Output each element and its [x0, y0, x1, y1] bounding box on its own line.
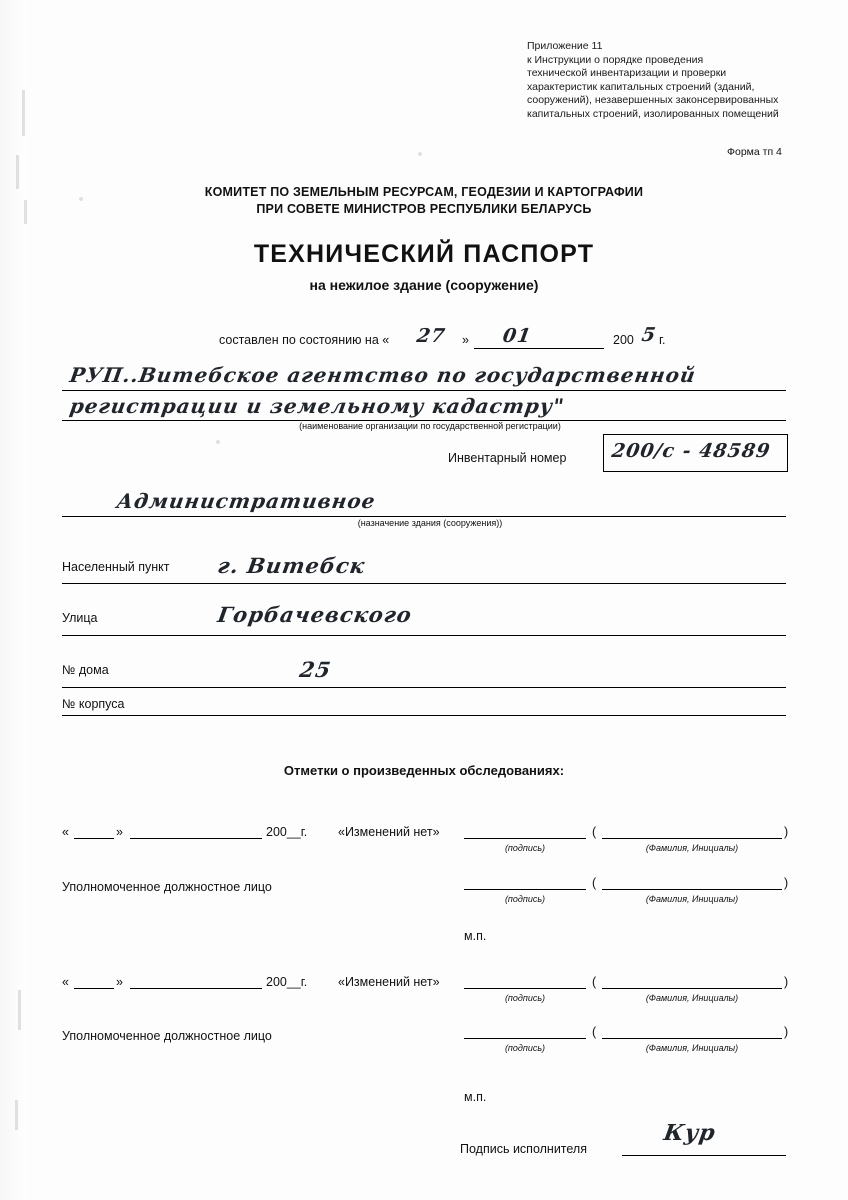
inspection-2-date-quote-close: »: [116, 975, 123, 989]
inspection-2-date-quote-open: «: [62, 975, 69, 989]
organization-line-2-value: регистрации и земельному кадастру": [68, 394, 567, 418]
scan-speck: [216, 440, 220, 444]
document-subtitle: на нежилое здание (сооружение): [309, 277, 539, 293]
executor-signature-rule: [622, 1155, 786, 1156]
inspection-2-official-name-caption: (Фамилия, Инициалы): [645, 1043, 739, 1053]
annex-note-line: Приложение 11: [527, 40, 603, 52]
committee-line: КОМИТЕТ ПО ЗЕМЕЛЬНЫМ РЕСУРСАМ, ГЕОДЕЗИИ И КАРТОГРАФИИ: [204, 185, 644, 199]
scan-speck: [15, 1100, 18, 1130]
purpose-rule: [62, 516, 786, 517]
compiled-label: составлен по состоянию на «: [219, 333, 390, 347]
compiled-month-value: 01: [501, 325, 534, 347]
field-value-street: Горбачевского: [216, 602, 414, 627]
inspection-2-paren-open: (: [592, 975, 597, 989]
inspection-1-date-quote-open: «: [62, 825, 69, 839]
inspection-1-official-paren-open: (: [592, 876, 597, 890]
annex-note-line: к Инструкции о порядке проведения: [527, 53, 704, 66]
inspection-1-paren-open: (: [592, 825, 597, 839]
inspection-2-signature-rule: [464, 988, 586, 989]
inspection-1-year-label: 200__г.: [266, 825, 308, 839]
inspection-2-paren-close: ): [784, 975, 789, 989]
inspection-2-signature-caption: (подпись): [504, 993, 546, 1003]
field-label-street: Улица: [62, 611, 98, 625]
purpose-value: Административное: [115, 489, 378, 513]
organization-caption: (наименование организации по государственной регистрации): [299, 421, 561, 431]
inspection-1-official-name-caption: (Фамилия, Инициалы): [645, 894, 739, 904]
executor-signature-value: Кур: [661, 1120, 718, 1146]
field-rule-block: [62, 715, 786, 716]
scan-speck: [418, 152, 422, 156]
inspection-2-official-signature-caption: (подпись): [504, 1043, 546, 1053]
inspection-1-date-quote-close: »: [116, 825, 123, 839]
annex-note-line: сооружений), незавершенных законсервированных: [527, 94, 779, 106]
inspection-1-paren-close: ): [784, 825, 789, 839]
inventory-label: Инвентарный номер: [448, 451, 567, 465]
inspection-1-month-rule: [130, 838, 262, 839]
inspection-2-month-rule: [130, 988, 262, 989]
inspection-1-official-signature-caption: (подпись): [504, 894, 546, 904]
inspection-1-no-changes: «Изменений нет»: [338, 825, 440, 839]
annex-note-line: капитальных строений, изолированных помещений: [527, 107, 779, 120]
organization-line-1-value: РУП..Витебское агентство по государственной: [68, 363, 698, 387]
scan-edge-shadow: [0, 0, 26, 1200]
inspection-2-official-signature-rule: [464, 1038, 586, 1039]
inspection-1-signature-caption: (подпись): [504, 843, 546, 853]
inspection-1-name-rule: [602, 838, 782, 839]
document-title: ТЕХНИЧЕСКИЙ ПАСПОРТ: [253, 240, 595, 268]
purpose-caption: (назначение здания (сооружения)): [357, 518, 503, 528]
inspection-2-stamp-label: м.п.: [464, 1090, 487, 1104]
annex-note: [527, 40, 827, 121]
inspection-2-official-name-rule: [602, 1038, 782, 1039]
compiled-month-line: [474, 348, 604, 349]
scan-speck: [22, 90, 25, 136]
inspection-2-no-changes: «Изменений нет»: [338, 975, 440, 989]
scan-speck: [18, 990, 21, 1030]
inspection-2-official-label: Уполномоченное должностное лицо: [62, 1029, 272, 1043]
form-number: Форма тп 4: [727, 146, 782, 158]
inspection-2-name-caption: (Фамилия, Инициалы): [645, 993, 739, 1003]
organization-line-1-rule: [62, 390, 786, 391]
field-rule-settlement: [62, 583, 786, 584]
inventory-number-value: 200/с - 48589: [610, 440, 773, 462]
inspection-1-official-name-rule: [602, 889, 782, 890]
annex-note-line: характеристик капитальных строений (зданий,: [527, 80, 755, 93]
field-label-settlement: Населенный пункт: [62, 560, 170, 574]
inspection-1-signature-rule: [464, 838, 586, 839]
executor-label: Подпись исполнителя: [460, 1142, 587, 1156]
inspection-2-day-rule: [74, 988, 114, 989]
field-rule-street: [62, 635, 786, 636]
inspection-1-official-signature-rule: [464, 889, 586, 890]
field-value-settlement: г. Витебск: [216, 553, 368, 578]
inspection-1-stamp-label: м.п.: [464, 929, 487, 943]
field-value-house: 25: [298, 657, 334, 682]
committee-line: ПРИ СОВЕТЕ МИНИСТРОВ РЕСПУБЛИКИ БЕЛАРУСЬ: [256, 202, 592, 216]
inspection-1-official-label: Уполномоченное должностное лицо: [62, 880, 272, 894]
field-label-block: № корпуса: [62, 697, 125, 711]
field-label-house: № дома: [62, 663, 109, 677]
inspection-2-name-rule: [602, 988, 782, 989]
inspection-2-year-label: 200__г.: [266, 975, 308, 989]
compiled-year-prefix: 200: [613, 333, 634, 347]
inspection-1-official-paren-close: ): [784, 876, 789, 890]
compiled-day-value: 27: [415, 325, 448, 347]
inspection-1-day-rule: [74, 838, 114, 839]
inspections-title: Отметки о произведенных обследованиях:: [283, 763, 565, 778]
field-rule-house: [62, 687, 786, 688]
committee-heading: [0, 184, 848, 218]
inspection-2-official-paren-open: (: [592, 1025, 597, 1039]
compiled-quote-close: »: [462, 333, 469, 347]
inspection-2-official-paren-close: ): [784, 1025, 789, 1039]
inspection-1-name-caption: (Фамилия, Инициалы): [645, 843, 739, 853]
annex-note-line: технической инвентаризации и проверки: [527, 67, 727, 79]
compiled-year-suffix: г.: [659, 333, 666, 347]
compiled-year-digit: 5: [640, 324, 658, 346]
